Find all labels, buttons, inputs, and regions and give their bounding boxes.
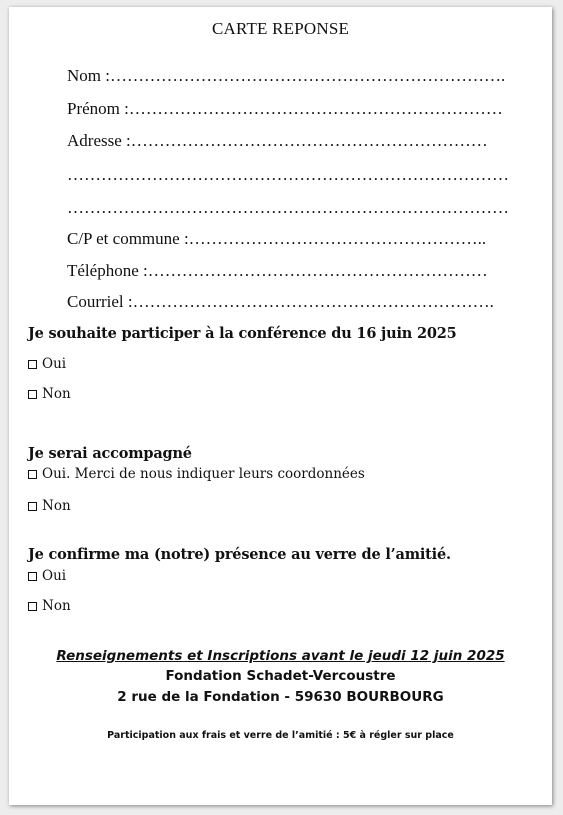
reception-question: Je confirme ma (notre) présence au verre de l’amitié. (28, 546, 451, 563)
foundation-name: Fondation Schadet-Vercoustre (165, 668, 396, 684)
postal-code-city-field[interactable]: C/P et commune :…………………………………………….. (67, 229, 487, 248)
checkbox-icon[interactable] (28, 602, 37, 611)
conference-yes-option[interactable] (28, 356, 66, 372)
name-field[interactable]: Nom :……………………………………………………………. (67, 66, 506, 85)
address-line-2-field[interactable]: …………………………………………………………………… (67, 165, 509, 184)
option-label: Non (42, 386, 71, 402)
card-title: CARTE REPONSE (211, 19, 350, 38)
phone-field[interactable]: Téléphone :…………………………………………………… (67, 261, 488, 280)
checkbox-icon[interactable] (28, 390, 37, 399)
address-line-3-field[interactable]: …………………………………………………………………… (67, 198, 509, 217)
email-field[interactable]: Courriel :………………………………………………………. (67, 292, 494, 311)
accompanied-no-option[interactable] (28, 498, 71, 514)
participation-fee: Participation aux frais et verre de l’amitié : 5€ à régler sur place (107, 730, 454, 741)
checkbox-icon[interactable] (28, 502, 37, 511)
reception-no-option[interactable] (28, 598, 71, 614)
checkbox-icon[interactable] (28, 360, 37, 369)
registration-deadline: Renseignements et Inscriptions avant le jeudi 12 juin 2025 (56, 648, 505, 664)
checkbox-icon[interactable] (28, 470, 37, 479)
option-label: Oui (42, 568, 67, 584)
accompanied-yes-option[interactable] (28, 466, 365, 482)
response-card (9, 7, 552, 805)
option-label: Oui (42, 356, 67, 372)
first-name-field[interactable]: Prénom :………………………………………………………… (67, 99, 503, 118)
accompanied-question: Je serai accompagné (28, 445, 192, 462)
reception-yes-option[interactable] (28, 568, 66, 584)
option-label: Oui. Merci de nous indiquer leurs coordonnées (42, 466, 365, 482)
conference-question: Je souhaite participer à la conférence du 16 juin 2025 (28, 325, 457, 342)
conference-no-option[interactable] (28, 386, 71, 402)
checkbox-icon[interactable] (28, 572, 37, 581)
address-field[interactable]: Adresse :……………………………………………………… (67, 131, 488, 150)
foundation-address: 2 rue de la Fondation - 59630 BOURBOURG (117, 689, 444, 705)
option-label: Non (42, 598, 71, 614)
option-label: Non (42, 498, 71, 514)
